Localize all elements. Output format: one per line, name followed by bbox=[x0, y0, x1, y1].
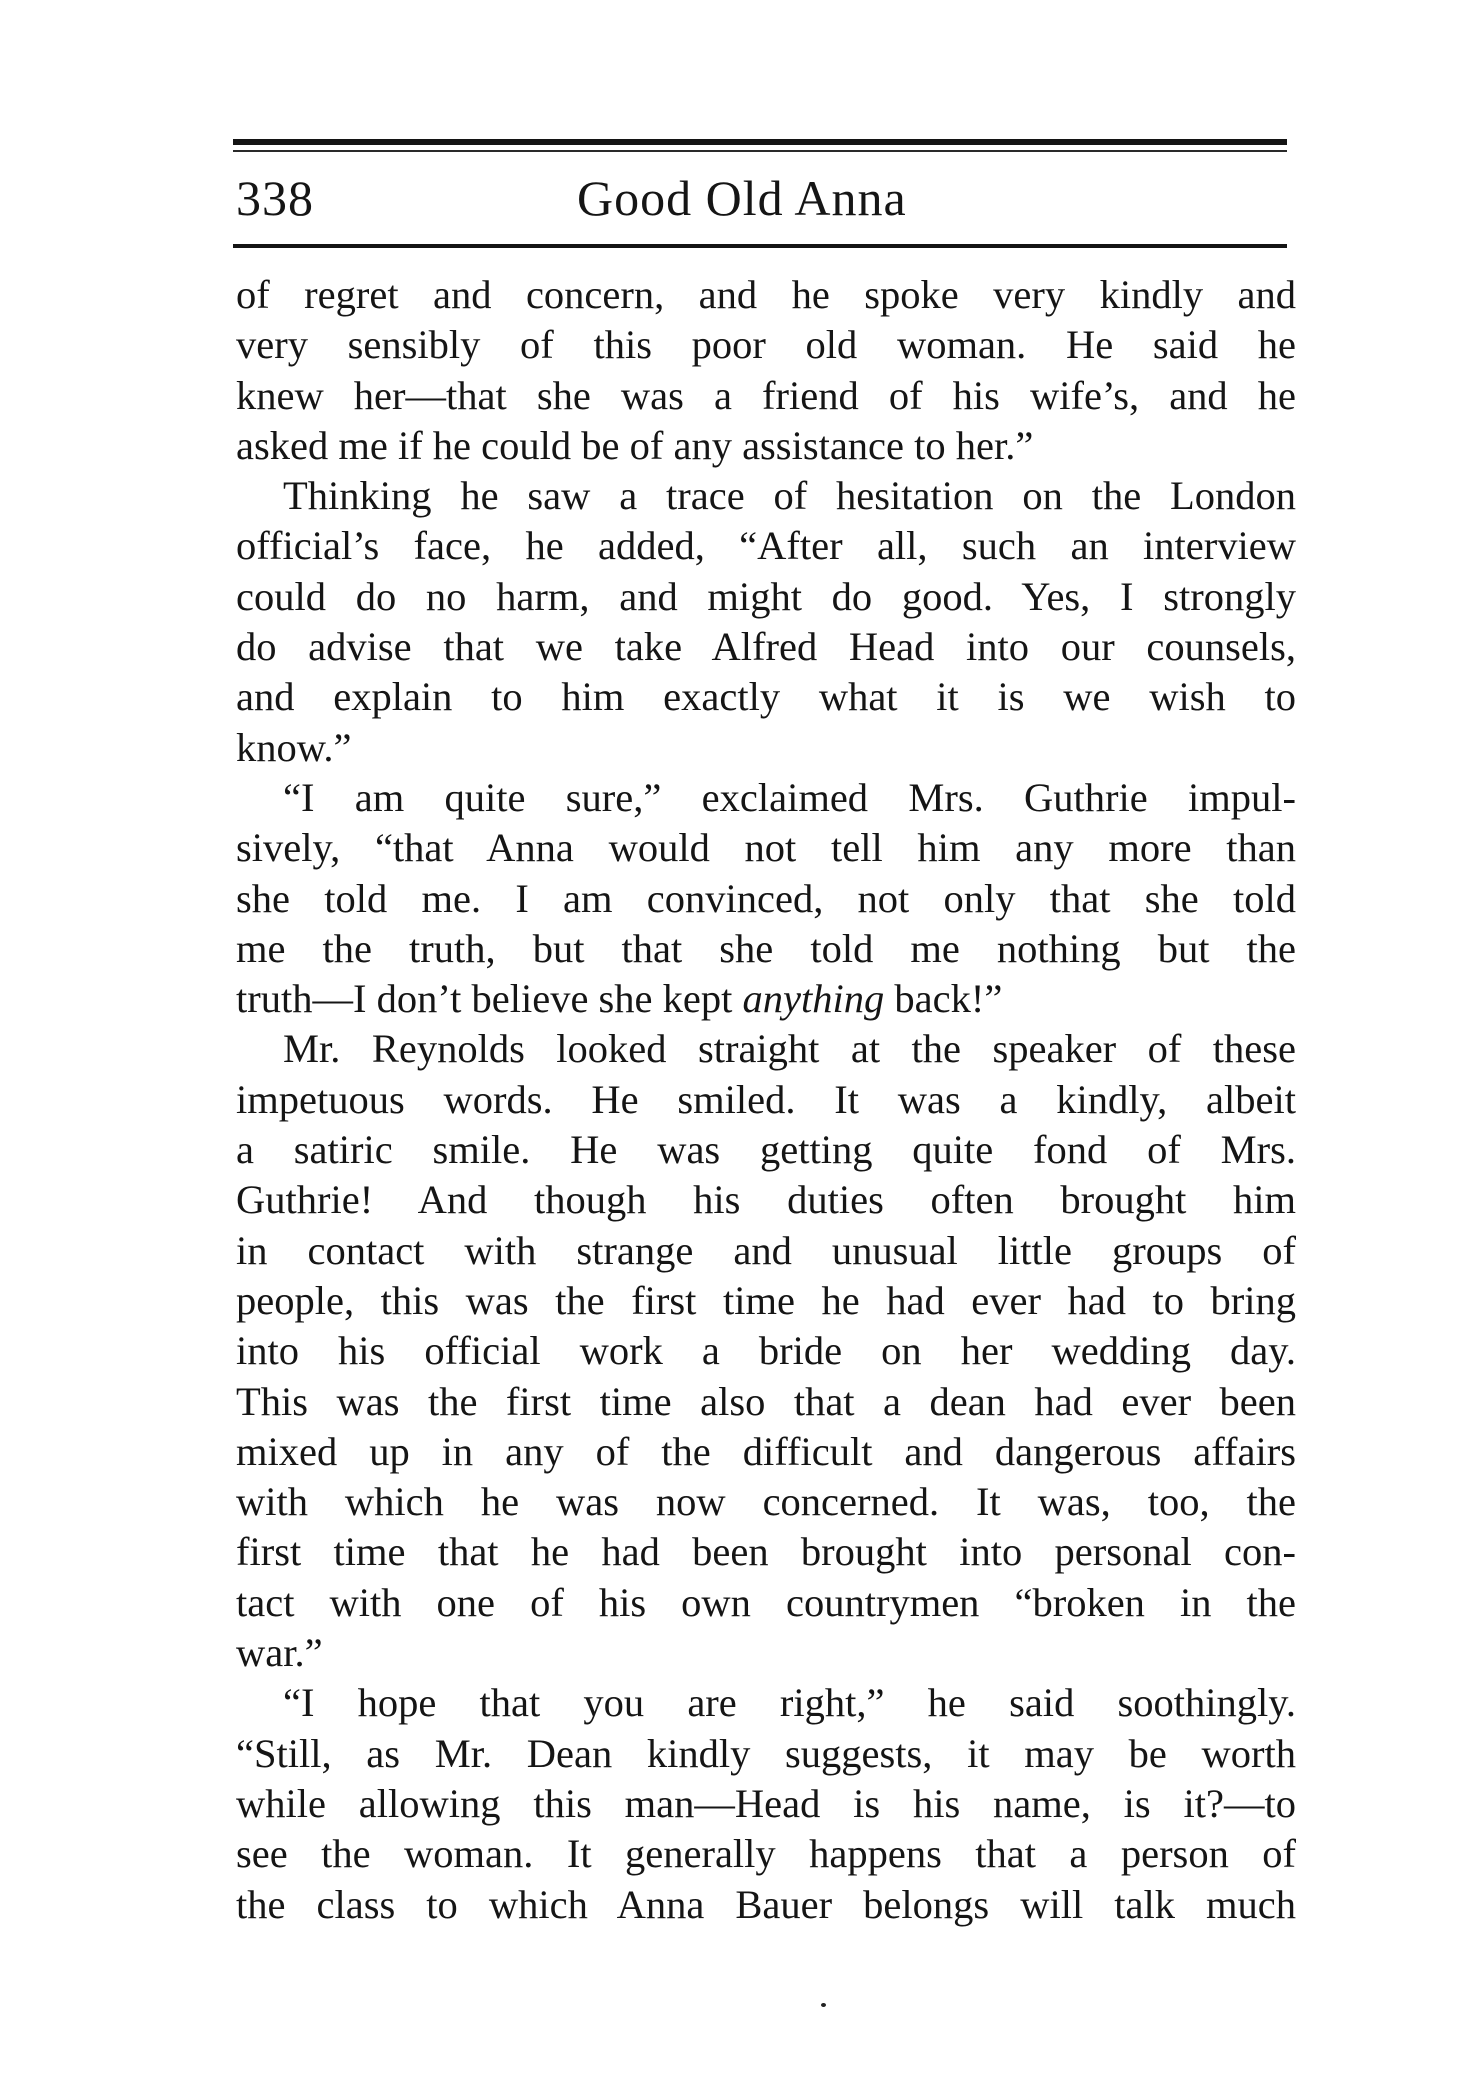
text-line: she told me. I am convinced, not only that she told bbox=[236, 875, 1296, 921]
text-line: mixed up in any of the difficult and dangerous affairs bbox=[236, 1428, 1296, 1474]
body-text bbox=[236, 270, 1296, 1930]
text-line: first time that he had been brought into personal con- bbox=[236, 1529, 1296, 1575]
page-number: 338 bbox=[236, 170, 314, 226]
text-line: “I am quite sure,” exclaimed Mrs. Guthrie impul- bbox=[283, 774, 1296, 820]
text-line: of regret and concern, and he spoke very kindly and bbox=[236, 272, 1296, 317]
text-run: truth—I don’t believe she kept bbox=[236, 976, 743, 1022]
text-line: impetuous words. He smiled. It was a kindly, albeit bbox=[236, 1076, 1296, 1122]
running-title: Good Old Anna bbox=[577, 170, 907, 226]
text-line: the class to which Anna Bauer belongs will talk much bbox=[236, 1881, 1296, 1927]
text-line: in contact with strange and unusual little groups of bbox=[236, 1227, 1296, 1273]
text-line: see the woman. It generally happens that a person of bbox=[236, 1831, 1296, 1877]
text-line: and explain to him exactly what it is we wish to bbox=[236, 674, 1296, 720]
text-line: This was the first time also that a dean had ever been bbox=[236, 1378, 1296, 1424]
emphasized-word: anything bbox=[742, 976, 885, 1022]
text-line: a satiric smile. He was getting quite fond of Mrs. bbox=[236, 1127, 1296, 1173]
text-line: could do no harm, and might do good. Yes, I strongly bbox=[236, 573, 1296, 619]
text-line bbox=[236, 974, 1296, 1024]
text-line: sively, “that Anna would not tell him any more than bbox=[236, 825, 1296, 871]
text-line: war.” bbox=[236, 1630, 323, 1676]
text-line: tact with one of his own countrymen “broken in the bbox=[236, 1579, 1296, 1625]
text-line: me the truth, but that she told me nothing but the bbox=[236, 925, 1296, 971]
header-rule-thick bbox=[233, 139, 1287, 145]
text-line: with which he was now concerned. It was, too, the bbox=[236, 1479, 1296, 1525]
text-line: official’s face, he added, “After all, such an interview bbox=[236, 523, 1296, 569]
text-run: back!” bbox=[884, 976, 1003, 1022]
header-rule-bottom bbox=[233, 244, 1287, 248]
text-line: Mr. Reynolds looked straight at the speaker of these bbox=[283, 1026, 1296, 1072]
text-line: into his official work a bride on her wedding day. bbox=[236, 1328, 1296, 1374]
text-line: asked me if he could be of any assistance to her.” bbox=[236, 422, 1034, 468]
text-line: knew her—that she was a friend of his wife’s, and he bbox=[236, 372, 1296, 418]
text-line: very sensibly of this poor old woman. He said he bbox=[236, 322, 1296, 368]
text-line: while allowing this man—Head is his name, is it?—to bbox=[236, 1780, 1296, 1826]
text-line: “I hope that you are right,” he said soothingly. bbox=[283, 1680, 1296, 1726]
text-line: people, this was the first time he had ever had to bring bbox=[236, 1277, 1296, 1323]
text-line: Guthrie! And though his duties often brought him bbox=[236, 1177, 1296, 1223]
text-line: do advise that we take Alfred Head into our counsels, bbox=[236, 624, 1296, 670]
text-line: Thinking he saw a trace of hesitation on the London bbox=[283, 473, 1296, 519]
text-line: “Still, as Mr. Dean kindly suggests, it may be worth bbox=[236, 1730, 1296, 1776]
header-rule-thin bbox=[233, 150, 1287, 152]
text-line: know.” bbox=[236, 724, 352, 770]
ink-speck bbox=[821, 2003, 826, 2007]
